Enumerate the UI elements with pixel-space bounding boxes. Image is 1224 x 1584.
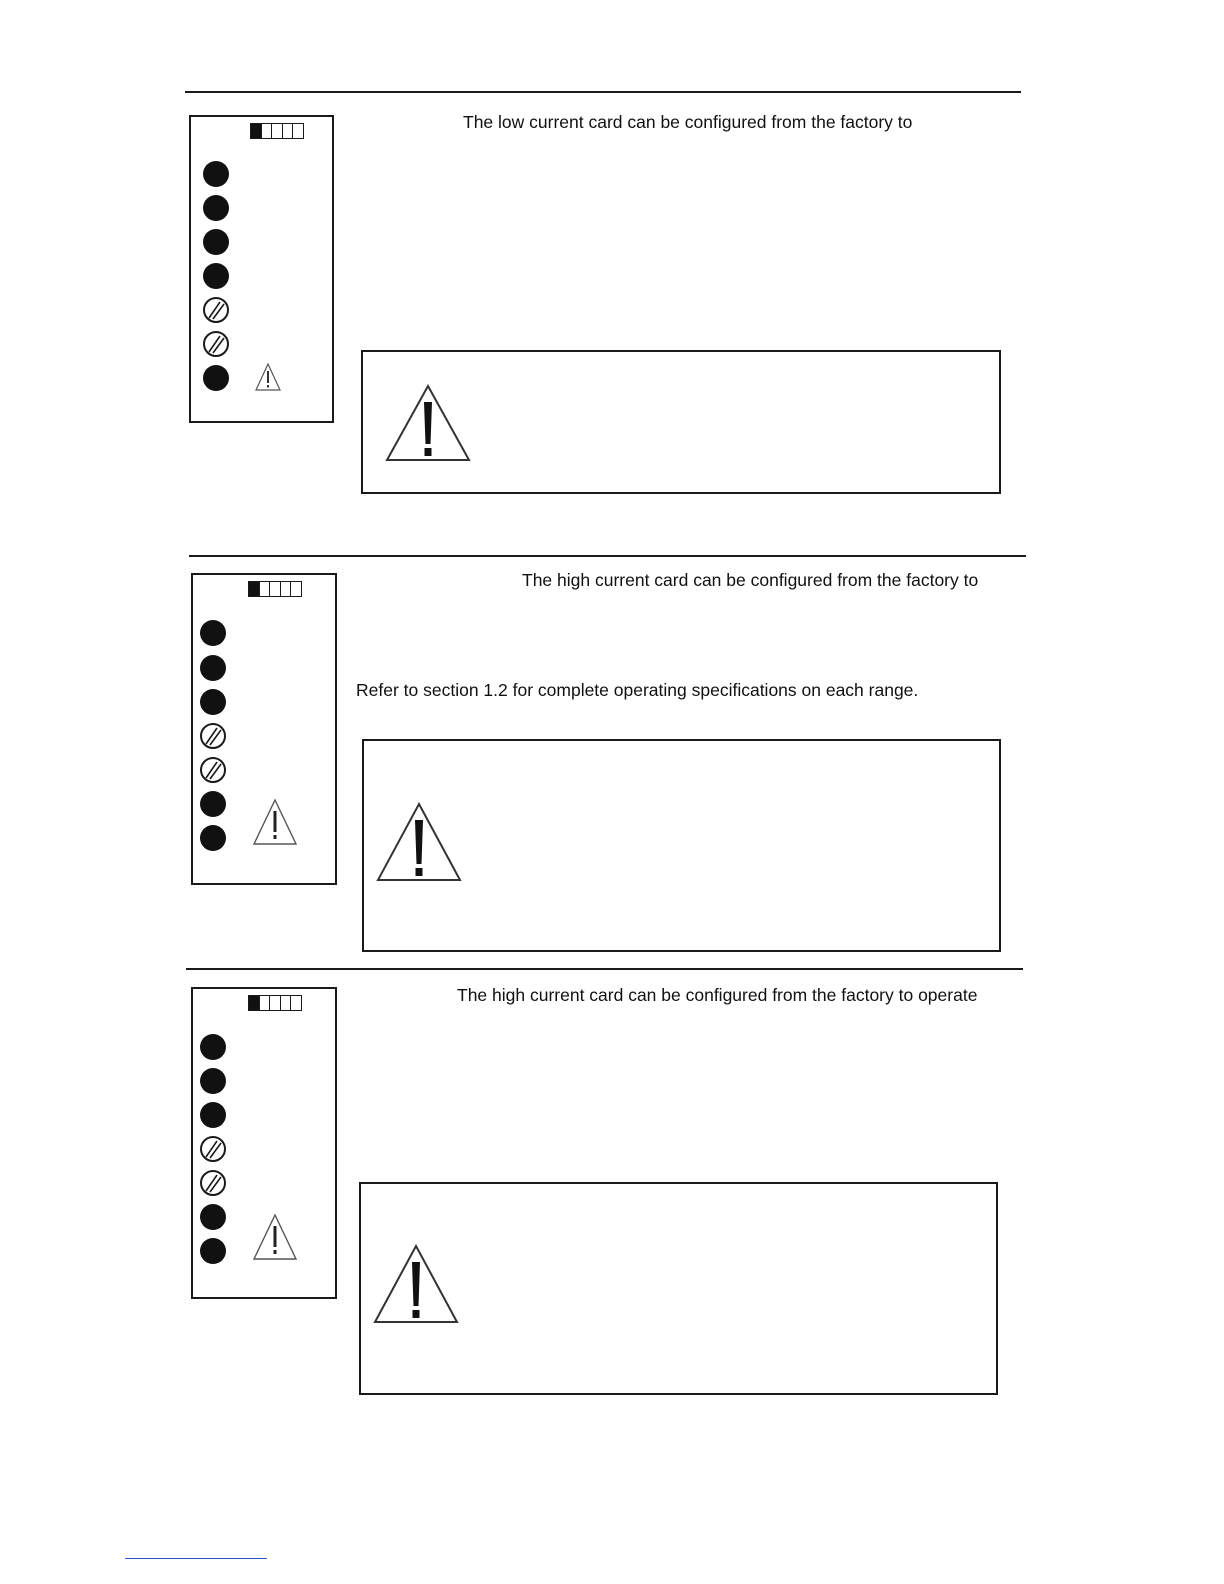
card-diagram-high-current-1 [191,573,337,885]
terminal-solid-icon [200,1102,226,1128]
warning-triangle-icon [253,799,297,845]
footer-link-underline[interactable] [125,1558,267,1559]
terminal-solid-icon [200,1204,226,1230]
terminal-solid-icon [203,263,229,289]
section-text-low-current: The low current card can be configured from the factory to [463,112,913,132]
warning-triangle-icon [373,1244,459,1324]
warning-triangle-icon [253,1214,297,1260]
terminal-solid-icon [200,1238,226,1264]
card-indicator [248,581,302,597]
terminal-solid-icon [203,365,229,391]
terminal-solid-icon [200,825,226,851]
section-divider-3 [186,968,1023,970]
section-divider-1 [185,91,1021,93]
warning-box-1 [361,350,1001,494]
terminal-solid-icon [200,655,226,681]
warning-triangle-icon [376,802,462,882]
terminal-solid-icon [203,161,229,187]
warning-box-2 [362,739,1001,952]
section-note-high-current-1: Refer to section 1.2 for complete operating specifications on each range. [356,680,919,700]
section-text-high-current-1: The high current card can be configured from the factory to [522,570,979,590]
terminal-solid-icon [200,620,226,646]
terminal-slashed-icon [200,1170,226,1196]
warning-triangle-icon [385,384,471,462]
card-diagram-low-current [189,115,334,423]
card-indicator [248,995,302,1011]
terminal-solid-icon [200,1068,226,1094]
terminal-solid-icon [200,1034,226,1060]
card-indicator [250,123,304,139]
terminal-slashed-icon [203,331,229,357]
terminal-slashed-icon [200,1136,226,1162]
terminal-slashed-icon [203,297,229,323]
section-divider-2 [189,555,1026,557]
card-diagram-high-current-2 [191,987,337,1299]
terminal-slashed-icon [200,723,226,749]
terminal-slashed-icon [200,757,226,783]
terminal-solid-icon [203,195,229,221]
terminal-solid-icon [200,791,226,817]
terminal-solid-icon [203,229,229,255]
terminal-solid-icon [200,689,226,715]
warning-box-3 [359,1182,998,1395]
warning-triangle-icon [255,363,281,391]
section-text-high-current-2: The high current card can be configured from the factory to operate [457,985,978,1005]
